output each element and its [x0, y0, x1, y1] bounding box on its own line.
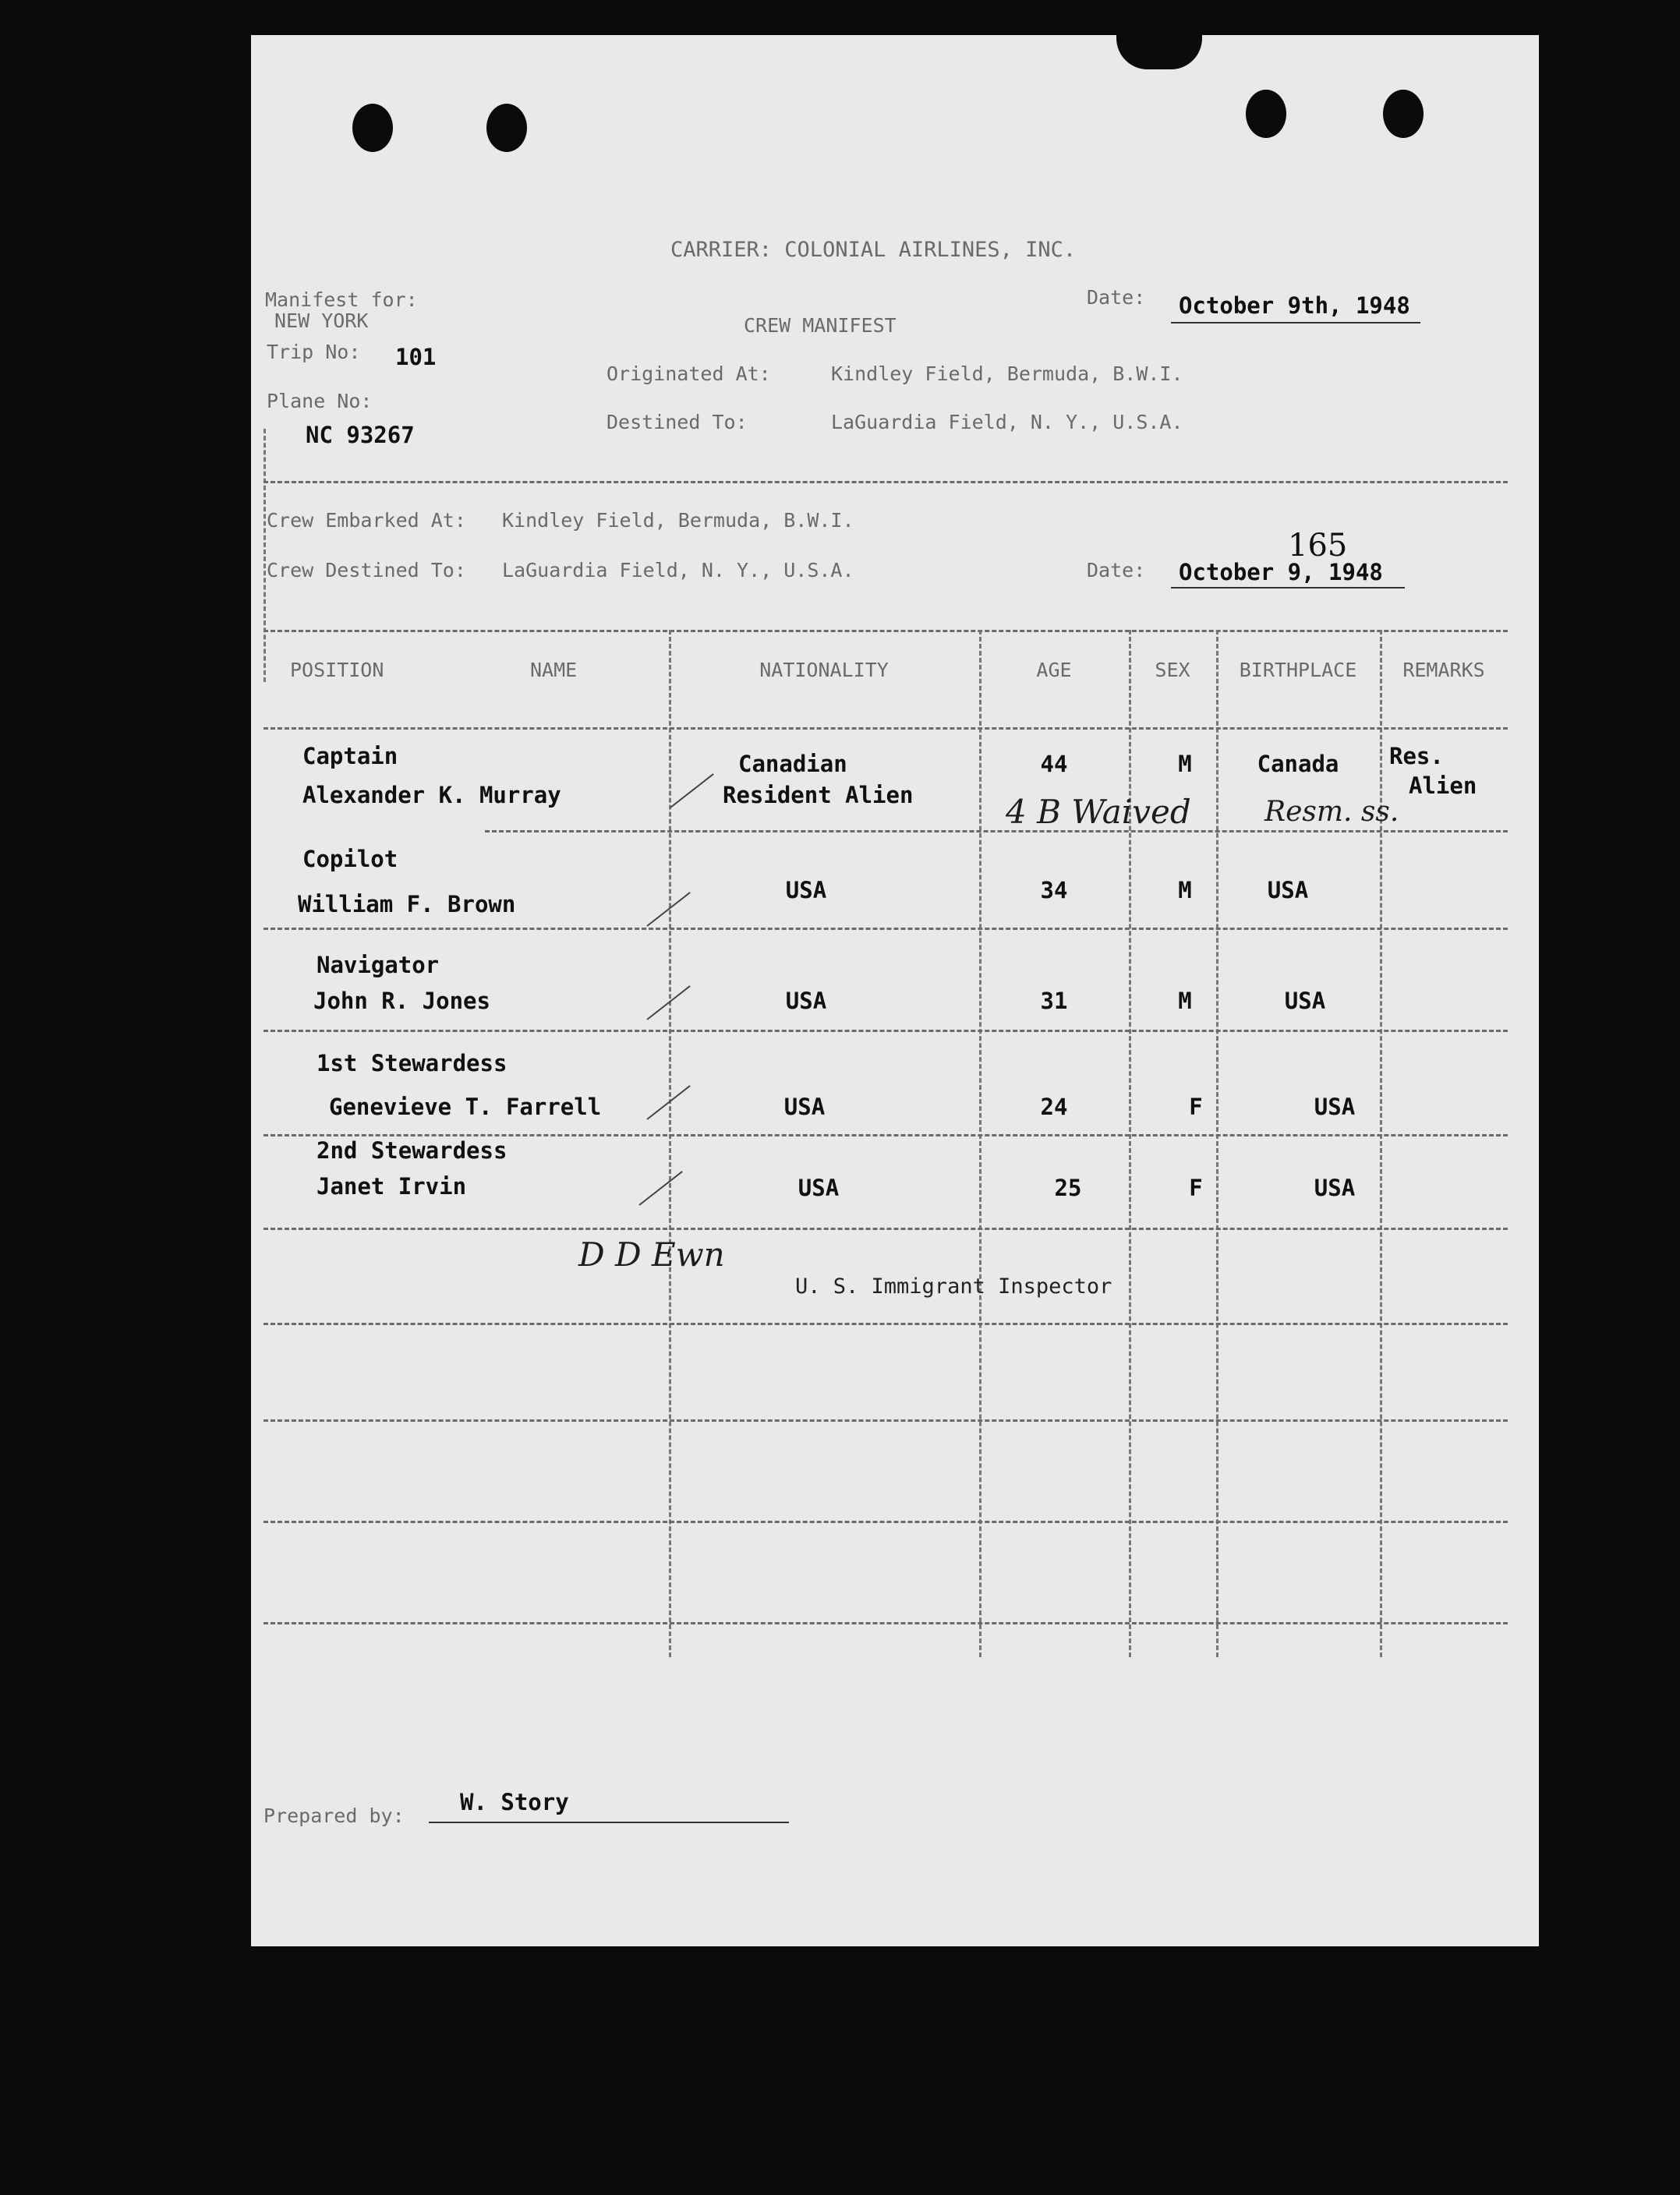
stamp-number: 165: [1288, 528, 1348, 564]
date-value: October 9th, 1948: [1179, 292, 1410, 319]
trip-value: 101: [395, 344, 437, 370]
row2-age: 34: [1040, 877, 1068, 903]
row1-remarks2: Alien: [1409, 772, 1477, 799]
row5-age: 25: [1054, 1175, 1082, 1201]
row4-age: 24: [1040, 1094, 1068, 1120]
plane-value: NC 93267: [306, 422, 415, 448]
inspector-label: U. S. Immigrant Inspector: [795, 1274, 1112, 1299]
header-remarks: REMARKS: [1402, 659, 1485, 681]
row5-name: Janet Irvin: [317, 1173, 467, 1200]
row-divider: [263, 1134, 1508, 1136]
handwritten-initials: Resm. ss.: [1264, 796, 1399, 828]
table-top-line: [263, 630, 1508, 632]
row2-birthplace: USA: [1267, 877, 1309, 903]
destined-label: Destined To:: [607, 411, 748, 433]
row1-age: 44: [1040, 751, 1068, 777]
paper-notch: [1116, 35, 1202, 69]
row-divider: [485, 830, 1508, 832]
date-underline: [1171, 322, 1420, 323]
handwritten-waived: 4 B Waived: [1006, 793, 1191, 831]
header-sex: SEX: [1155, 659, 1190, 681]
row1-name: Alexander K. Murray: [302, 782, 561, 808]
crew-date-value: October 9, 1948: [1179, 559, 1383, 585]
check-mark: [638, 1171, 682, 1206]
crew-embarked-label: Crew Embarked At:: [267, 509, 466, 532]
plane-label: Plane No:: [267, 390, 373, 412]
left-border: [263, 429, 266, 682]
punch-hole: [486, 104, 527, 152]
destined-value: LaGuardia Field, N. Y., U.S.A.: [831, 411, 1183, 433]
header-position: POSITION: [290, 659, 384, 681]
divider-line: [263, 481, 1508, 483]
originated-value: Kindley Field, Bermuda, B.W.I.: [831, 362, 1183, 385]
row5-position: 2nd Stewardess: [317, 1137, 508, 1164]
header-age: AGE: [1036, 659, 1072, 681]
row1-nationality: Canadian: [738, 751, 847, 777]
row1-position: Captain: [302, 743, 398, 769]
row-divider: [263, 928, 1508, 930]
prepared-underline: [429, 1822, 789, 1823]
row3-birthplace: USA: [1284, 988, 1326, 1014]
row5-birthplace: USA: [1314, 1175, 1356, 1201]
row-divider: [263, 1622, 1508, 1624]
punch-hole: [352, 104, 393, 152]
header-birthplace: BIRTHPLACE: [1239, 659, 1357, 681]
row3-sex: M: [1178, 988, 1192, 1014]
row1-nationality2: Resident Alien: [723, 782, 914, 808]
col-divider: [669, 630, 671, 1657]
punch-hole: [1246, 90, 1286, 138]
header-name: NAME: [530, 659, 578, 681]
row4-nationality: USA: [783, 1094, 826, 1120]
row4-name: Genevieve T. Farrell: [329, 1094, 602, 1120]
row2-sex: M: [1178, 877, 1192, 903]
manifest-for-label: Manifest for:: [265, 288, 418, 311]
row3-name: John R. Jones: [313, 988, 490, 1014]
col-divider: [979, 630, 981, 1657]
row4-sex: F: [1189, 1094, 1203, 1120]
prepared-label: Prepared by:: [263, 1804, 405, 1827]
col-divider: [1216, 630, 1218, 1657]
row-divider: [263, 1419, 1508, 1422]
row-divider: [263, 1521, 1508, 1523]
crew-destined-value: LaGuardia Field, N. Y., U.S.A.: [502, 559, 854, 581]
col-divider: [1380, 630, 1382, 1657]
row4-birthplace: USA: [1314, 1094, 1356, 1120]
row4-position: 1st Stewardess: [317, 1050, 508, 1076]
col-divider: [1129, 630, 1131, 1657]
inspector-signature: D D Ewn: [578, 1235, 725, 1274]
date-label: Date:: [1087, 286, 1146, 309]
trip-label: Trip No:: [267, 341, 361, 363]
row-divider: [263, 1323, 1508, 1325]
row2-nationality: USA: [785, 877, 827, 903]
row-divider: [263, 1228, 1508, 1230]
crew-destined-label: Crew Destined To:: [267, 559, 466, 581]
row-divider: [263, 1030, 1508, 1032]
manifest-page: [251, 35, 1539, 1946]
row1-birthplace: Canada: [1257, 751, 1339, 777]
row2-name: William F. Brown: [298, 891, 516, 917]
crew-date-label: Date:: [1087, 559, 1146, 581]
originated-label: Originated At:: [607, 362, 771, 385]
row5-sex: F: [1189, 1175, 1203, 1201]
row2-position: Copilot: [302, 846, 398, 872]
row3-nationality: USA: [785, 988, 827, 1014]
crew-embarked-value: Kindley Field, Bermuda, B.W.I.: [502, 509, 854, 532]
crew-date-underline: [1171, 587, 1405, 589]
carrier-line: CARRIER: COLONIAL AIRLINES, INC.: [670, 238, 1077, 262]
header-underline: [263, 727, 1508, 730]
header-nationality: NATIONALITY: [759, 659, 889, 681]
punch-hole: [1383, 90, 1424, 138]
row3-age: 31: [1040, 988, 1068, 1014]
manifest-for-value: NEW YORK: [274, 309, 369, 332]
prepared-value: W. Story: [460, 1789, 569, 1815]
row1-sex: M: [1178, 751, 1192, 777]
row3-position: Navigator: [317, 952, 440, 978]
row5-nationality: USA: [798, 1175, 840, 1201]
check-mark: [670, 773, 713, 808]
manifest-title: CREW MANIFEST: [744, 314, 897, 337]
row1-remarks: Res.: [1389, 743, 1444, 769]
